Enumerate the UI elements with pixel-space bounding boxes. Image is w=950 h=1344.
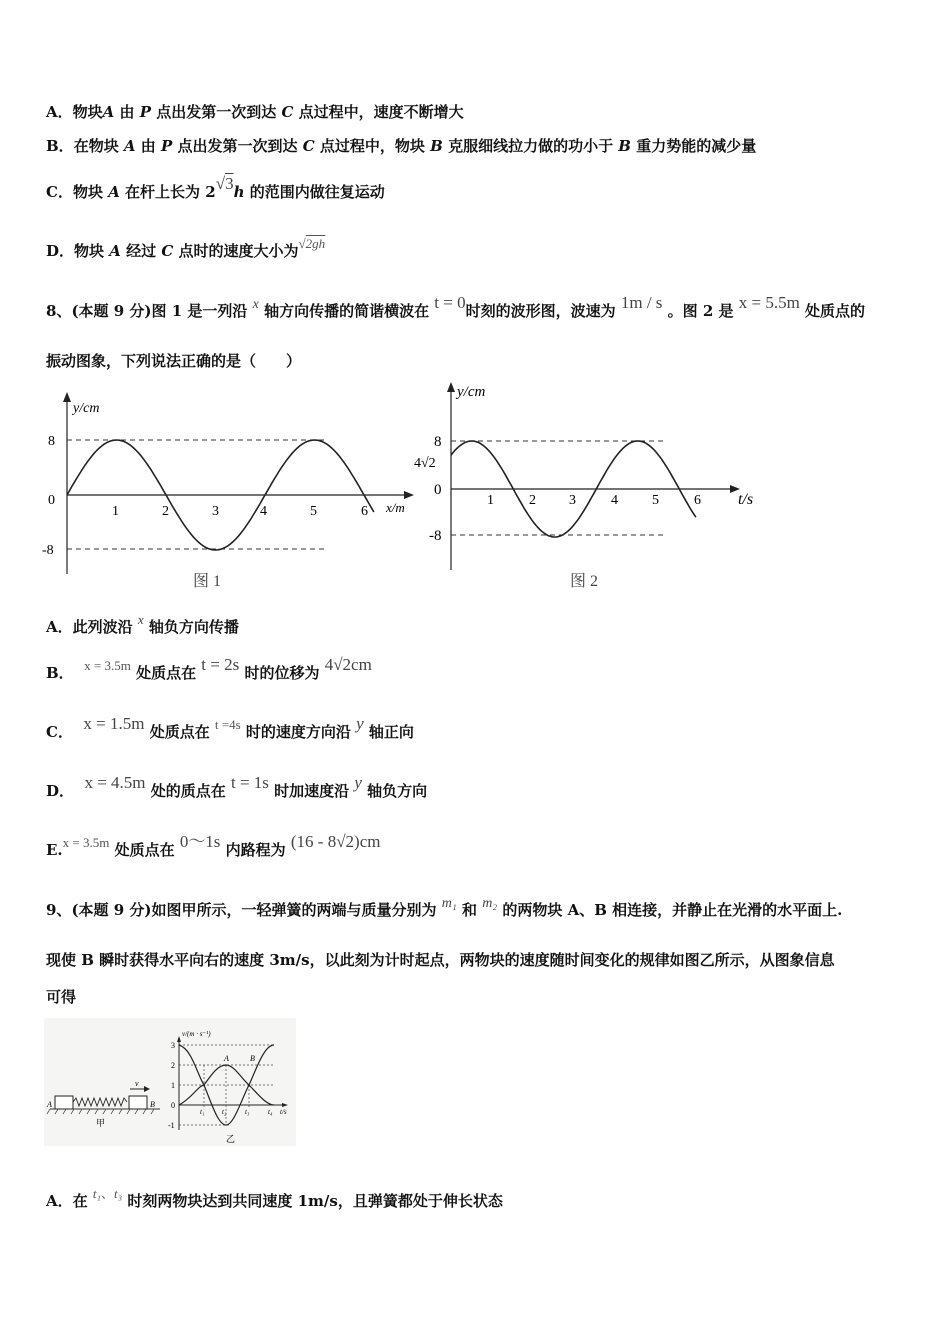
y-tick: 8 [48, 434, 55, 449]
t-tick: t₃ [245, 1108, 250, 1116]
text: 物块 [72, 103, 103, 121]
y-axis-label: y/cm [457, 384, 486, 400]
text: 轴负方向 [361, 782, 428, 800]
var: y [356, 714, 364, 733]
x-tick: 3 [212, 504, 219, 519]
text: 轴正向 [363, 723, 414, 741]
q8-option-d [46, 773, 428, 802]
x-tick: 6 [694, 493, 701, 508]
figure-caption: 图 2 [570, 573, 599, 590]
t-axis-label: t/s [280, 1108, 287, 1116]
x-tick: 4 [260, 504, 267, 519]
y-tick: 0 [48, 493, 55, 508]
sqrt-radicand: 2gh [305, 236, 326, 251]
text: 物块 [72, 183, 109, 201]
text: 克服细线拉力做的功小于 [442, 137, 619, 155]
var: A [109, 242, 121, 260]
y-tick: 0 [434, 482, 442, 498]
var: P [161, 137, 173, 155]
text: 时刻的波形图，波速为 [465, 302, 621, 320]
q9-stem-line3: 可得 [46, 988, 77, 1006]
v-tick: -1 [168, 1121, 175, 1130]
x-tick: 1 [112, 504, 119, 519]
text: 在物块 [73, 137, 124, 155]
y-tick: -8 [429, 528, 442, 544]
text: 处质点在 [144, 723, 215, 741]
var: t₃ [114, 1186, 123, 1201]
text: 经过 [120, 242, 162, 260]
text: 处的质点在 [145, 782, 231, 800]
math-expr: 4√2cm [324, 655, 372, 674]
block-b [129, 1096, 147, 1109]
text: 此列波沿 [72, 618, 138, 636]
figure-spring-vt [44, 1018, 296, 1146]
text: 时加速度沿 [268, 782, 355, 800]
question-number: 9、 [46, 901, 72, 919]
y-arrow [447, 382, 455, 392]
var: h [233, 183, 245, 201]
x-tick: 5 [310, 504, 317, 519]
var: B [430, 137, 443, 155]
text: 的两物块 A、B 相连接，并静止在光滑的水平面上. [497, 901, 843, 919]
block-a-label: A [47, 1100, 52, 1109]
block-a [55, 1096, 73, 1109]
figure-caption: 图 1 [193, 573, 222, 590]
x-tick: 1 [487, 493, 494, 508]
q8-option-a [46, 612, 239, 639]
math-expr: t = 0 [434, 293, 466, 312]
curve-b-label: B [250, 1054, 255, 1063]
option-label: B． [46, 137, 74, 155]
score: (本题 9 分) [71, 302, 152, 320]
var: A [108, 183, 120, 201]
text: 轴方向传播的简谐横波在 [258, 302, 435, 320]
curve-a-label: A [224, 1054, 229, 1063]
t-tick: t₁ [200, 1108, 205, 1116]
text: 图 1 是一列沿 [151, 302, 253, 320]
x-tick: 5 [652, 493, 659, 508]
text: 时刻两物块达到共同速度 1m/s，且弹簧都处于伸长状态 [122, 1192, 503, 1210]
math-expr: 0～1s [179, 832, 221, 851]
text: 处质点在 [130, 664, 202, 682]
math-expr: x = 4.5m [84, 773, 146, 792]
v-tick: 2 [171, 1061, 175, 1070]
block-b-label: B [150, 1100, 155, 1109]
x-tick: 3 [569, 493, 576, 508]
t-tick: t₄ [268, 1108, 273, 1116]
text: 处质点的 [799, 302, 866, 320]
q7-option-b [46, 135, 756, 157]
text: 在 [72, 1192, 93, 1210]
text: 内路程为 [220, 841, 291, 859]
var: A [102, 103, 115, 121]
q7-option-d [46, 236, 326, 263]
text: 点时的速度大小为 [173, 242, 299, 260]
text: 点过程中，物块 [314, 137, 431, 155]
y-tick: 8 [434, 434, 442, 450]
text: 在杆上长为 2 [119, 183, 216, 201]
x-tick: 2 [162, 504, 169, 519]
text: 如图甲所示，一轻弹簧的两端与质量分别为 [151, 901, 442, 919]
math-expr: x = 3.5m [84, 658, 131, 673]
x-tick: 2 [529, 493, 536, 508]
v-tick: 1 [171, 1081, 175, 1090]
text: 时的位移为 [239, 664, 325, 682]
var: y [354, 773, 362, 792]
option-label: A． [46, 1192, 73, 1210]
var: C [161, 242, 174, 260]
q8-option-e [46, 832, 381, 862]
text: 时的速度方向沿 [240, 723, 357, 741]
var: x [252, 297, 259, 312]
fig1-axes [63, 392, 414, 574]
var: B [618, 137, 631, 155]
separator: 、 [101, 1186, 115, 1201]
v-axis-label: v/(m · s⁻¹) [182, 1030, 211, 1038]
text: 点出发第一次到达 [172, 137, 303, 155]
q8-option-b [46, 655, 372, 685]
q7-option-c [46, 174, 385, 203]
option-label: C． [46, 723, 73, 741]
var: C [302, 137, 315, 155]
var: x [137, 612, 144, 627]
x-tick: 4 [611, 493, 618, 508]
text: 和 [456, 901, 483, 919]
figure-2-chart [412, 378, 772, 593]
option-label: D． [46, 242, 75, 260]
var: A [123, 137, 136, 155]
score: (本题 9 分) [71, 901, 152, 919]
option-label: D． [46, 782, 75, 800]
option-label: A． [46, 618, 73, 636]
text: 的范围内做往复运动 [244, 183, 385, 201]
q9-stem-line2: 现使 B 瞬时获得水平向右的速度 3m/s，以此刻为计时起点，两物块的速度随时间变化的规律如图乙所示，从图象信息 [46, 951, 835, 969]
q8-stem-line1 [46, 293, 866, 324]
option-label: B． [46, 664, 74, 682]
math-expr: x = 3.5m [62, 835, 110, 850]
y-tick: -8 [42, 543, 54, 558]
q9-stem-line1 [46, 896, 843, 923]
text: 处质点在 [109, 841, 180, 859]
text: 点出发第一次到达 [151, 103, 282, 121]
sqrt-expr: √3 [215, 174, 234, 193]
velocity-label: v [135, 1079, 139, 1088]
text: 点过程中，速度不断增大 [293, 103, 464, 121]
var: m₂ [482, 896, 498, 911]
math-expr: (16 - 8√2)cm [290, 832, 381, 851]
var: P [139, 103, 152, 121]
text: 重力势能的减少量 [630, 137, 757, 155]
math-expr: x = 1.5m [83, 714, 145, 733]
q9-option-a [46, 1186, 503, 1213]
v-tick: 3 [171, 1041, 175, 1050]
y-arrow [63, 392, 71, 402]
text: 由 [135, 137, 162, 155]
q8-stem-line2: 振动图象，下列说法正确的是（ ） [46, 352, 302, 370]
x-axis-label: x/m [386, 500, 405, 515]
t-tick: t₂ [222, 1108, 227, 1116]
sqrt-radicand: 3 [225, 174, 234, 193]
question-number: 8、 [46, 302, 72, 320]
text: 。图 2 是 [662, 302, 739, 320]
option-label: A． [46, 103, 73, 121]
option-label: C． [46, 183, 73, 201]
math-expr: 1m / s [620, 293, 663, 312]
math-expr: t = 1s [230, 773, 269, 792]
x-axis-label: t/s [738, 491, 754, 508]
caption-jia: 甲 [96, 1118, 106, 1128]
x-tick: 6 [361, 504, 368, 519]
caption-yi: 乙 [226, 1134, 236, 1144]
q7-option-a [46, 101, 464, 123]
var: t₁ [92, 1186, 102, 1201]
text: 轴负方向传播 [143, 618, 239, 636]
q8-option-c [46, 714, 414, 744]
y-tick: 4√2 [414, 456, 436, 471]
math-expr: t = 2s [201, 655, 240, 674]
text: 物块 [74, 242, 110, 260]
v-tick: 0 [171, 1101, 175, 1110]
var: C [281, 103, 294, 121]
text: 由 [114, 103, 140, 121]
var: m₁ [441, 896, 457, 911]
math-expr: t =4s [214, 717, 241, 732]
y-axis-label: y/cm [73, 401, 100, 416]
figure-1-chart [40, 388, 420, 593]
math-expr: x = 5.5m [738, 293, 800, 312]
option-label: E. [46, 841, 63, 859]
sqrt-expr: √2gh [298, 236, 326, 251]
